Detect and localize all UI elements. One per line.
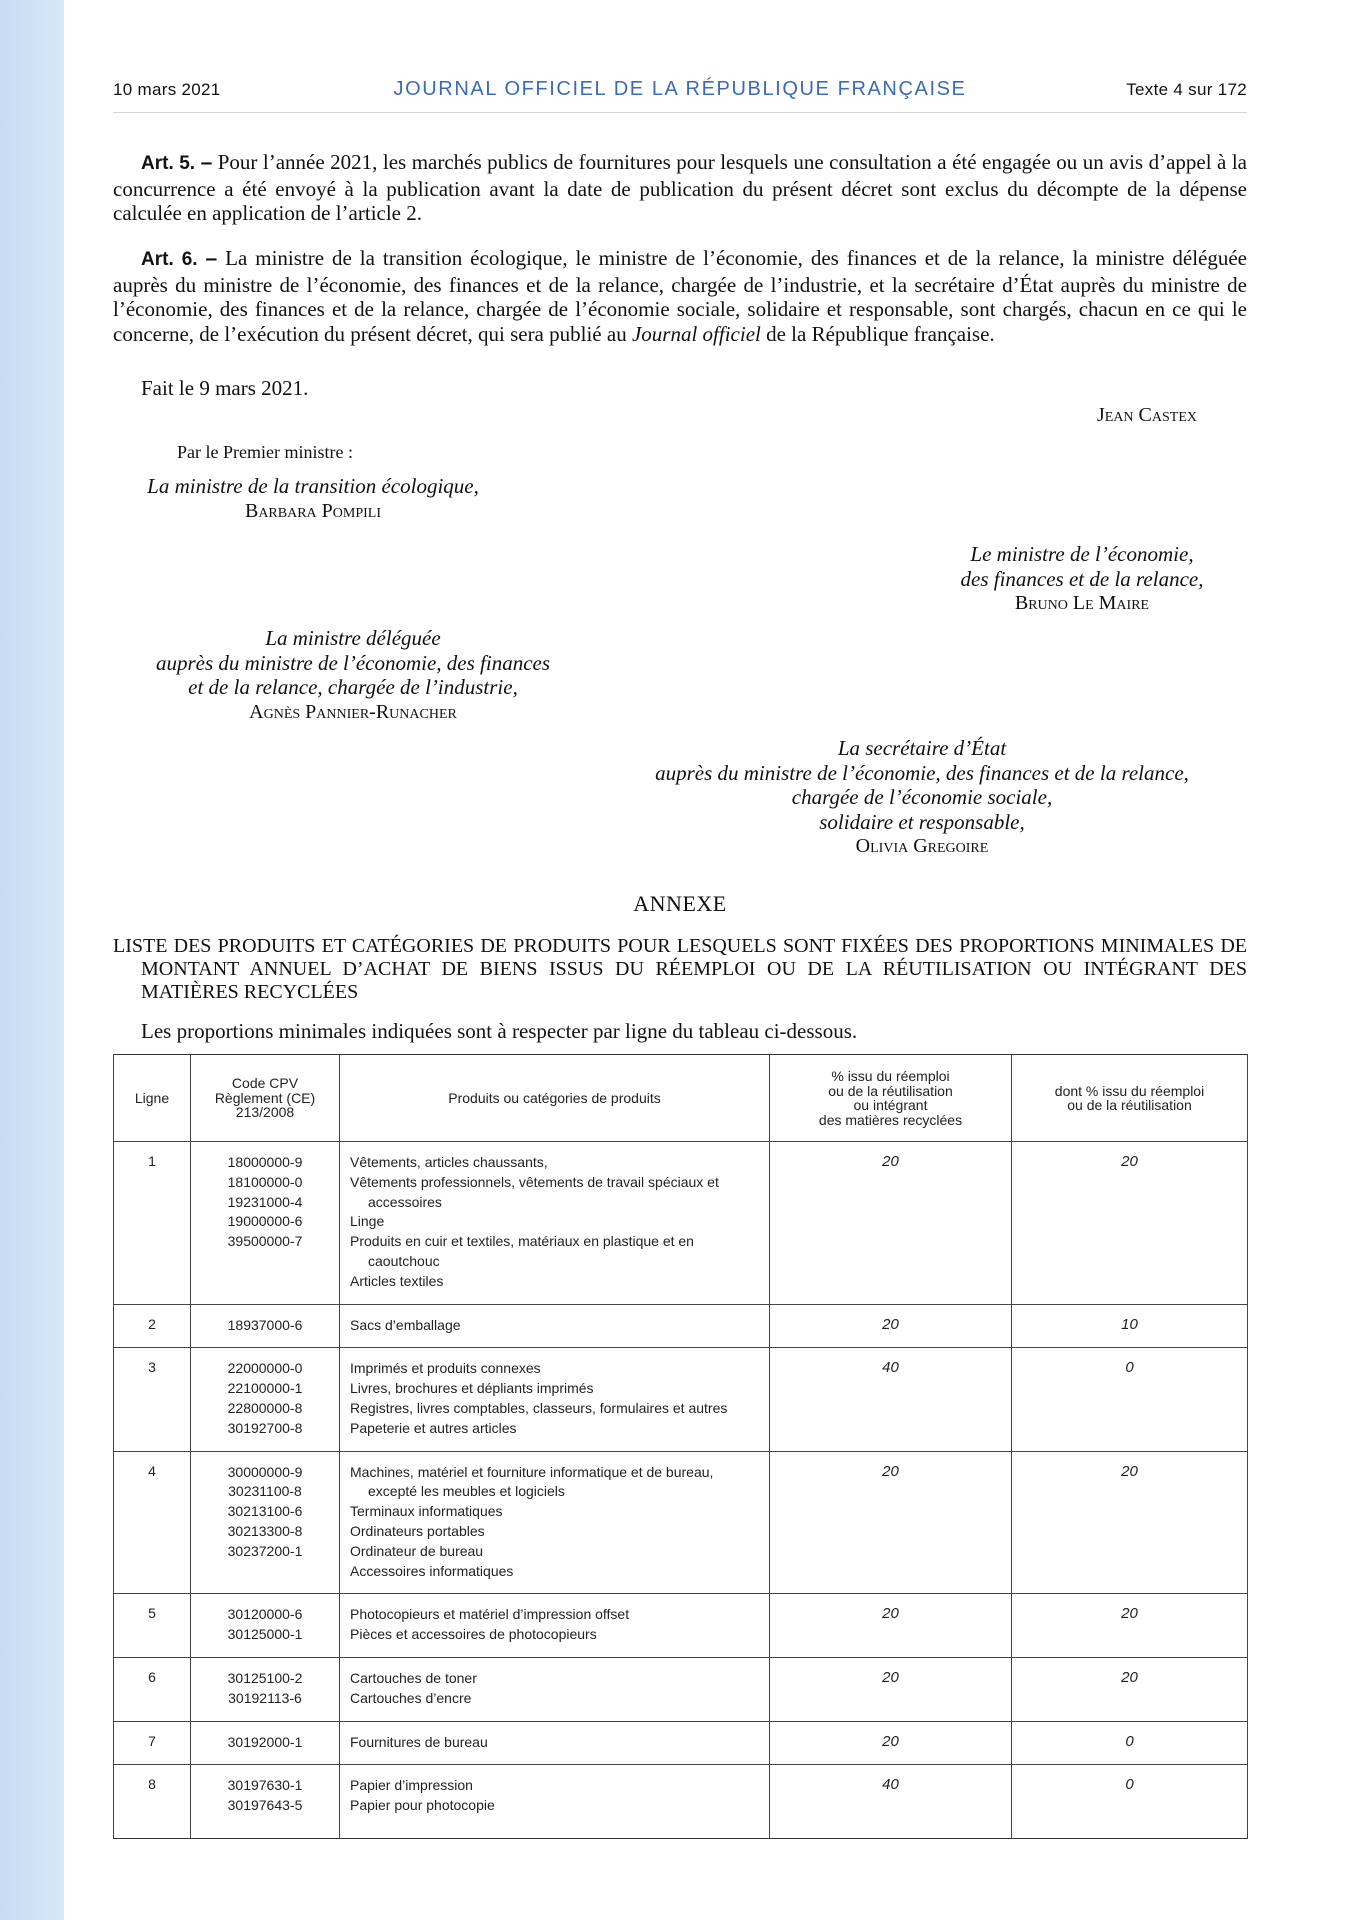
- product-item: Pièces et accessoires de photocopieurs: [350, 1626, 597, 1643]
- product-item: Imprimés et produits connexes: [350, 1360, 541, 1377]
- table-row: [114, 1657, 1248, 1721]
- cell-codes: [191, 1451, 340, 1594]
- header-line: Règlement (CE): [214, 1089, 316, 1106]
- product-item: Accessoires informatiques: [350, 1562, 514, 1579]
- signature-economie: [917, 542, 1247, 616]
- cell-ligne: 5: [114, 1594, 191, 1658]
- cell-products: [340, 1142, 770, 1305]
- cell-ligne: 4: [114, 1451, 191, 1594]
- signature-role: solidaire et responsable,: [819, 809, 1025, 834]
- cpv-code: 22000000-0: [227, 1360, 303, 1377]
- cell-pct-reemploi: 0: [1012, 1765, 1248, 1839]
- annexe-table: [113, 1054, 1248, 1839]
- cell-pct-total: 20: [770, 1451, 1012, 1594]
- cell-ligne: 1: [114, 1142, 191, 1305]
- header-line: ou de la réutilisation: [828, 1082, 953, 1099]
- cpv-code: 30197630-1: [227, 1777, 303, 1794]
- product-item: Cartouches d’encre: [350, 1689, 472, 1706]
- signature-role: La ministre de la transition écologique,: [147, 474, 479, 498]
- header-ligne: Ligne: [114, 1055, 191, 1142]
- header-line: des matières recyclées: [818, 1111, 963, 1128]
- article-text-end: de la République française.: [766, 321, 995, 346]
- table-row: [114, 1765, 1248, 1839]
- product-item: Terminaux informatiques: [350, 1503, 503, 1520]
- header-produits: Produits ou catégories de produits: [340, 1055, 770, 1142]
- document-page: [113, 0, 1247, 1920]
- product-item: Ordinateurs portables: [350, 1522, 485, 1539]
- product-item: Produits en cuir et textiles, matériaux en plastique et en caoutchouc: [350, 1233, 694, 1269]
- cpv-code: 39500000-7: [227, 1233, 303, 1250]
- signature-name: Agnès Pannier-Runacher: [249, 700, 457, 723]
- table-row: [114, 1594, 1248, 1658]
- header-line: 213/2008: [235, 1104, 295, 1121]
- product-item: Vêtements, articles chaussants,: [350, 1154, 548, 1170]
- cell-codes: [191, 1142, 340, 1305]
- table-body: [114, 1142, 1248, 1839]
- signature-role: auprès du ministre de l’économie, des finances et de la relance,: [655, 760, 1189, 785]
- product-item: Fournitures de bureau: [350, 1733, 488, 1750]
- table-row: [114, 1451, 1248, 1594]
- article-dash: –: [205, 247, 218, 270]
- cell-pct-reemploi: 20: [1012, 1451, 1248, 1594]
- cell-pct-total: 40: [770, 1765, 1012, 1839]
- header-line: % issu du réemploi: [831, 1068, 950, 1084]
- signature-secretaire-etat: [597, 736, 1247, 859]
- article-text-italic: Journal officiel: [631, 321, 761, 346]
- cpv-code: 18100000-0: [227, 1173, 303, 1190]
- cell-products: [340, 1304, 770, 1348]
- header-line: ou intégrant: [853, 1097, 928, 1113]
- signature-name: Bruno Le Maire: [1014, 592, 1150, 614]
- cell-pct-total: 40: [770, 1348, 1012, 1451]
- cell-pct-reemploi: 0: [1012, 1721, 1248, 1765]
- article-5: [113, 150, 1247, 226]
- cell-products: [340, 1657, 770, 1721]
- cell-pct-total: 20: [770, 1721, 1012, 1765]
- cell-ligne: 8: [114, 1765, 191, 1839]
- cpv-code: 30192000-1: [227, 1733, 303, 1750]
- table-row: [114, 1348, 1248, 1451]
- table-row: [114, 1142, 1248, 1305]
- annexe-intro: Les proportions minimales indiquées sont à respecter par ligne du tableau ci-dessous.: [141, 1019, 858, 1043]
- cpv-code: 30197643-5: [227, 1797, 303, 1814]
- header-divider: [113, 112, 1247, 113]
- header-page-info: Texte 4 sur 172: [1126, 80, 1247, 99]
- signature-name: Barbara Pompili: [244, 499, 382, 522]
- cpv-code: 19000000-6: [227, 1213, 303, 1230]
- left-margin-strip: [0, 0, 64, 1920]
- cell-ligne: 6: [114, 1657, 191, 1721]
- cpv-code: 18937000-6: [227, 1316, 303, 1333]
- signature-name: Olivia Gregoire: [855, 835, 989, 857]
- annexe-list-title: LISTE DES PRODUITS ET CATÉGORIES DE PRODUITS POUR LESQUELS SONT FIXÉES DES PROPORTIONS MINIMALES DE MONTANT ANNUEL D’ACHAT DE BIENS ISSUS DU RÉEMPLOI OU DE LA RÉUTILISATION OU INTÉGRANT DES MATIÈRES RECYCLÉES: [113, 935, 1247, 1003]
- product-item: Ordinateur de bureau: [350, 1542, 484, 1559]
- cpv-code: 30192700-8: [227, 1419, 303, 1436]
- cell-ligne: 2: [114, 1304, 191, 1348]
- signature-industrie: [113, 626, 593, 724]
- cpv-code: 30213100-6: [227, 1503, 303, 1520]
- signature-role: Le ministre de l’économie,: [970, 542, 1194, 566]
- cpv-code: 30213300-8: [227, 1522, 303, 1539]
- cpv-code: 22800000-8: [227, 1399, 303, 1416]
- product-item: Articles textiles: [350, 1272, 444, 1289]
- cell-codes: [191, 1304, 340, 1348]
- header-line: dont % issu du réemploi: [1054, 1082, 1205, 1099]
- header-pct-total: [770, 1055, 1012, 1142]
- cell-products: [340, 1765, 770, 1839]
- header-line: Code CPV: [231, 1075, 299, 1092]
- article-label: Art. 6.: [141, 249, 198, 270]
- signature-role: et de la relance, chargée de l’industrie,: [188, 675, 518, 699]
- cpv-code: 30000000-9: [227, 1463, 303, 1480]
- table-header-row: [114, 1055, 1248, 1142]
- signature-role: auprès du ministre de l’économie, des finances: [155, 650, 551, 675]
- cell-pct-total: 20: [770, 1304, 1012, 1348]
- cell-pct-reemploi: 20: [1012, 1657, 1248, 1721]
- cell-products: [340, 1348, 770, 1451]
- journal-title: JOURNAL OFFICIEL DE LA RÉPUBLIQUE FRANÇAISE: [393, 78, 967, 100]
- article-dash: –: [200, 151, 213, 174]
- product-item: Livres, brochures et dépliants imprimés: [350, 1380, 594, 1397]
- cell-codes: [191, 1594, 340, 1658]
- product-item: Registres, livres comptables, classeurs, formulaires et autres: [350, 1399, 728, 1416]
- cell-pct-reemploi: 20: [1012, 1142, 1248, 1305]
- product-item: Papeterie et autres articles: [350, 1419, 517, 1436]
- cell-products: [340, 1451, 770, 1594]
- article-6: [113, 246, 1247, 346]
- product-item: Photocopieurs et matériel d’impression offset: [350, 1606, 630, 1623]
- cell-products: [340, 1594, 770, 1658]
- header-pct-reemploi: [1012, 1055, 1248, 1142]
- cell-pct-reemploi: 0: [1012, 1348, 1248, 1451]
- annexe-title: ANNEXE: [633, 891, 727, 916]
- cpv-code: 30120000-6: [227, 1606, 303, 1623]
- cpv-code: 30192113-6: [228, 1689, 302, 1706]
- cell-pct-total: 20: [770, 1142, 1012, 1305]
- cell-pct-reemploi: 20: [1012, 1594, 1248, 1658]
- article-text: Pour l’année 2021, les marchés publics de fournitures pour lesquels une consultation a été engagée ou un avis d’appel à la concurrence a été envoyé à la publication avant la date de publication du présent décret sont exclus du décompte de la dépense calculée en application de l’article 2.: [113, 150, 1247, 225]
- product-item: Papier d’impression: [350, 1777, 473, 1794]
- product-item: Vêtements professionnels, vêtements de travail spéciaux et accessoires: [350, 1173, 719, 1210]
- header-code-cpv: [191, 1055, 340, 1142]
- cpv-code: 22100000-1: [227, 1380, 303, 1397]
- signature-premier-ministre: Jean Castex: [1096, 404, 1197, 426]
- cell-pct-reemploi: 10: [1012, 1304, 1248, 1348]
- product-item: Cartouches de toner: [350, 1669, 477, 1686]
- cell-codes: [191, 1765, 340, 1839]
- page-header: [113, 80, 1247, 106]
- header-date: 10 mars 2021: [113, 80, 221, 99]
- article-text: La ministre de la transition écologique, le ministre de l’économie, des finances et de la relance, la ministre déléguée auprès du ministre de l’économie, des finances et de la relance, chargée de l’industrie, et la secrétaire d’État auprès du ministre de l’économie, des finances et de la relance, chargée de l’économie sociale, solidaire et responsable, sont chargés, chacun en ce qui le concerne, de l’exécution du présent décret, qui sera publié au: [113, 246, 1247, 346]
- product-item: Linge: [350, 1213, 385, 1230]
- header-line: ou de la réutilisation: [1067, 1097, 1192, 1113]
- cell-codes: [191, 1657, 340, 1721]
- cpv-code: 30125100-2: [227, 1669, 303, 1686]
- table-row: [114, 1721, 1248, 1765]
- product-item: Papier pour photocopie: [350, 1797, 495, 1814]
- signature-role: chargée de l’économie sociale,: [791, 785, 1053, 809]
- signature-transition-ecologique: [113, 474, 513, 523]
- par-le-premier-ministre: Par le Premier ministre :: [177, 442, 353, 462]
- cpv-code: 30231100-8: [228, 1483, 302, 1500]
- cell-ligne: 3: [114, 1348, 191, 1451]
- cell-products: [340, 1721, 770, 1765]
- signature-role: des finances et de la relance,: [960, 566, 1204, 591]
- cpv-code: 18000000-9: [227, 1154, 303, 1170]
- cell-codes: [191, 1348, 340, 1451]
- cell-pct-total: 20: [770, 1657, 1012, 1721]
- signature-role: La secrétaire d’État: [837, 736, 1007, 760]
- product-item: Sacs d’emballage: [350, 1316, 461, 1333]
- article-label: Art. 5.: [141, 153, 196, 174]
- fait-le: Fait le 9 mars 2021.: [141, 376, 309, 400]
- cell-ligne: 7: [114, 1721, 191, 1765]
- product-item: Machines, matériel et fourniture informatique et de bureau, excepté les meubles et logiciels: [350, 1463, 714, 1500]
- signature-role: La ministre déléguée: [265, 626, 441, 650]
- cell-pct-total: 20: [770, 1594, 1012, 1658]
- cell-codes: [191, 1721, 340, 1765]
- table-row: [114, 1304, 1248, 1348]
- cpv-code: 19231000-4: [227, 1193, 303, 1210]
- cpv-code: 30237200-1: [227, 1542, 303, 1559]
- cpv-code: 30125000-1: [227, 1626, 303, 1643]
